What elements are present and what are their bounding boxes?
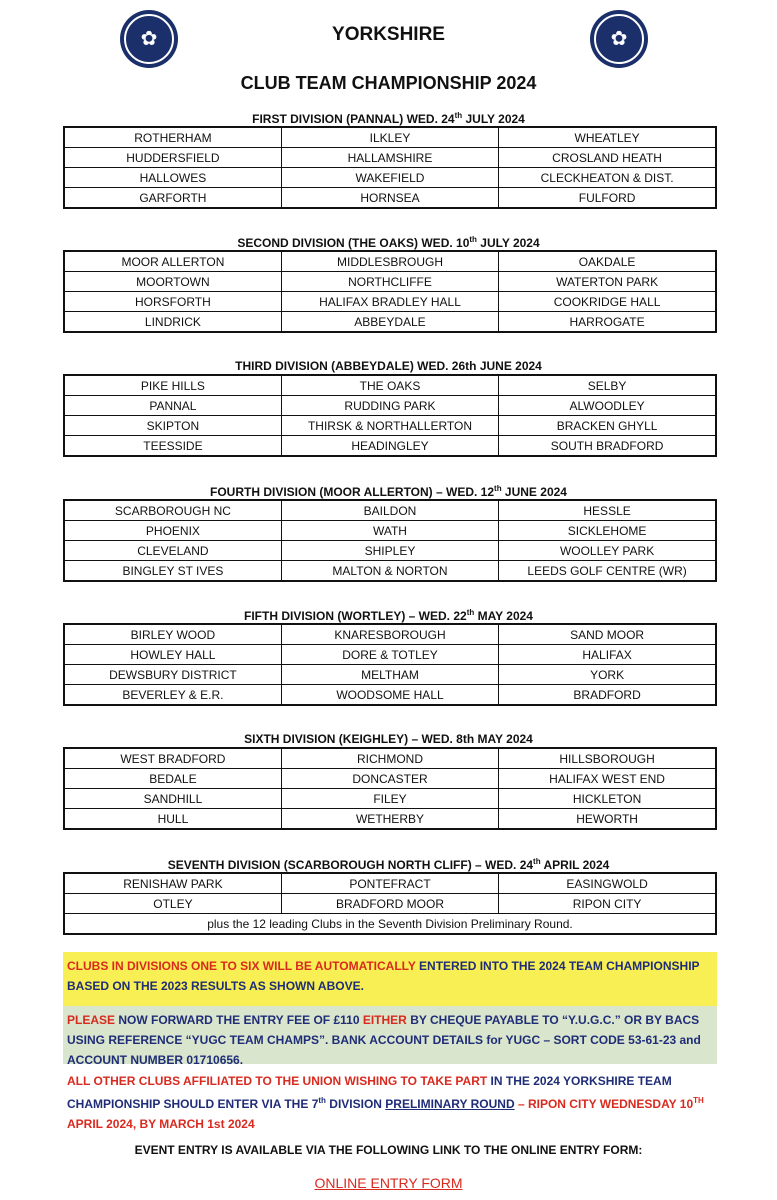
preliminary-round-link[interactable]: PRELIMINARY ROUND: [385, 1097, 515, 1111]
club-cell: DEWSBURY DISTRICT: [64, 665, 281, 685]
rose-icon: ✿: [124, 14, 174, 64]
club-cell: DONCASTER: [281, 769, 498, 789]
division-title-date: JUNE 2024: [501, 485, 567, 499]
other-division-text: DIVISION: [325, 1097, 386, 1111]
club-cell: WHEATLEY: [499, 127, 716, 148]
division-table: [63, 374, 717, 457]
club-cell: BEDALE: [64, 769, 281, 789]
club-cell: OAKDALE: [499, 251, 716, 272]
club-cell: HORNSEA: [281, 188, 498, 209]
rose-icon: ✿: [594, 14, 644, 64]
club-cell: RIPON CITY: [499, 894, 716, 914]
fee-please: PLEASE: [67, 1013, 116, 1027]
club-cell: HORSFORTH: [64, 292, 281, 312]
club-cell: ILKLEY: [281, 127, 498, 148]
table-row: [64, 645, 716, 665]
club-cell: BRADFORD: [499, 685, 716, 706]
club-cell: PIKE HILLS: [64, 375, 281, 396]
club-cell: SICKLEHOME: [499, 521, 716, 541]
club-cell: WAKEFIELD: [281, 168, 498, 188]
club-cell: SKIPTON: [64, 416, 281, 436]
division-title-sup: th: [494, 484, 502, 493]
division-title: [0, 235, 777, 250]
club-cell: HALIFAX WEST END: [499, 769, 716, 789]
table-row: [64, 436, 716, 457]
table-row: [64, 272, 716, 292]
auto-entry-red: CLUBS IN DIVISIONS ONE TO SIX WILL BE AUTOMATICALLY: [67, 959, 416, 973]
division-title-sup: th: [454, 111, 463, 120]
club-cell: MOOR ALLERTON: [64, 251, 281, 272]
club-cell: HILLSBOROUGH: [499, 748, 716, 769]
club-cell: PHOENIX: [64, 521, 281, 541]
other-sup-1: th: [318, 1096, 326, 1105]
club-cell: YORK: [499, 665, 716, 685]
club-cell: ALWOODLEY: [499, 396, 716, 416]
club-cell: WATERTON PARK: [499, 272, 716, 292]
club-cell: BINGLEY ST IVES: [64, 561, 281, 582]
club-cell: MOORTOWN: [64, 272, 281, 292]
club-cell: BAILDON: [281, 500, 498, 521]
page-title: YORKSHIRE: [332, 24, 445, 45]
division-title-sup: th: [466, 608, 475, 617]
club-cell: HESSLE: [499, 500, 716, 521]
club-cell: TEESSIDE: [64, 436, 281, 457]
club-cell: GARFORTH: [64, 188, 281, 209]
division-title-text: FIFTH DIVISION (WORTLEY) – WED. 22: [244, 609, 467, 623]
table-row: [64, 624, 716, 645]
club-cell: LEEDS GOLF CENTRE (WR): [499, 561, 716, 582]
club-cell: MELTHAM: [281, 665, 498, 685]
division-title-date: JULY 2024: [476, 236, 540, 250]
fee-either: EITHER: [362, 1013, 407, 1027]
club-cell: CROSLAND HEATH: [499, 148, 716, 168]
club-cell: LINDRICK: [64, 312, 281, 333]
division-title: [0, 359, 777, 373]
division-title-date: APRIL 2024: [540, 858, 610, 872]
club-cell: HALIFAX BRADLEY HALL: [281, 292, 498, 312]
club-cell: DORE & TOTLEY: [281, 645, 498, 665]
table-row: [64, 188, 716, 209]
table-row: [64, 769, 716, 789]
division-table: [63, 499, 717, 582]
division-title-date: MAY 2024: [474, 609, 533, 623]
ripon-city-date: – RIPON CITY WEDNESDAY 10: [514, 1097, 694, 1111]
division-title: [0, 111, 777, 126]
table-row: [64, 873, 716, 894]
club-cell: SANDHILL: [64, 789, 281, 809]
division-title-text: SEVENTH DIVISION (SCARBOROUGH NORTH CLIFF) – WED. 24: [167, 858, 534, 872]
club-cell: HULL: [64, 809, 281, 830]
table-row: [64, 561, 716, 582]
division-title-date: JULY 2024: [462, 112, 525, 126]
table-row: [64, 541, 716, 561]
division-table: [63, 126, 717, 209]
division-title-text: SIXTH DIVISION (KEIGHLEY) – WED. 8th MAY 2024: [244, 732, 533, 746]
club-cell: PANNAL: [64, 396, 281, 416]
table-row: [64, 748, 716, 769]
club-cell: WEST BRADFORD: [64, 748, 281, 769]
club-cell: THIRSK & NORTHALLERTON: [281, 416, 498, 436]
club-cell: BRACKEN GHYLL: [499, 416, 716, 436]
division-title-text: SECOND DIVISION (THE OAKS) WED. 10: [237, 236, 470, 250]
club-cell: THE OAKS: [281, 375, 498, 396]
club-cell: RICHMOND: [281, 748, 498, 769]
other-clubs-text: IN THE 2024 YORKSHIRE TEAM CHAMPIONSHIP SHOULD ENTER VIA THE 7: [67, 1074, 672, 1111]
club-cell: SELBY: [499, 375, 716, 396]
division-title-text: THIRD DIVISION (ABBEYDALE) WED. 26th JUNE 2024: [235, 359, 542, 373]
club-cell: KNARESBOROUGH: [281, 624, 498, 645]
table-row: [64, 168, 716, 188]
club-cell: CLEVELAND: [64, 541, 281, 561]
division-title: [0, 732, 777, 746]
event-entry-text: EVENT ENTRY IS AVAILABLE VIA THE FOLLOWING LINK TO THE ONLINE ENTRY FORM:: [134, 1143, 643, 1157]
club-cell: WOODSOME HALL: [281, 685, 498, 706]
other-clubs-notice: [63, 1067, 717, 1129]
club-cell: MIDDLESBROUGH: [281, 251, 498, 272]
club-cell: PONTEFRACT: [281, 873, 498, 894]
club-cell: MALTON & NORTON: [281, 561, 498, 582]
division-table: [63, 250, 717, 333]
club-cell: HEWORTH: [499, 809, 716, 830]
table-row: [64, 789, 716, 809]
division-title: [0, 608, 777, 623]
fee-text-1: NOW FORWARD THE ENTRY FEE OF £110: [115, 1013, 363, 1027]
club-cell: BEVERLEY & E.R.: [64, 685, 281, 706]
club-cell: SHIPLEY: [281, 541, 498, 561]
entry-fee-notice: [63, 1006, 717, 1067]
club-cell: SAND MOOR: [499, 624, 716, 645]
division-title: [0, 857, 777, 872]
club-cell: HARROGATE: [499, 312, 716, 333]
club-cell: NORTHCLIFFE: [281, 272, 498, 292]
club-cell: BIRLEY WOOD: [64, 624, 281, 645]
club-cell: BRADFORD MOOR: [281, 894, 498, 914]
table-row: [64, 312, 716, 333]
table-row: [64, 251, 716, 272]
club-cell: HICKLETON: [499, 789, 716, 809]
auto-entry-text: ENTERED INTO THE 2024 TEAM CHAMPIONSHIP BASED ON THE 2023 RESULTS AS SHOWN ABOVE.: [67, 959, 700, 993]
table-row: [64, 665, 716, 685]
division-title-sup: th: [469, 235, 477, 244]
table-row: [64, 809, 716, 830]
club-cell: RUDDING PARK: [281, 396, 498, 416]
division-title: [0, 484, 777, 499]
club-cell: HALLAMSHIRE: [281, 148, 498, 168]
club-cell: HALLOWES: [64, 168, 281, 188]
table-row: [64, 292, 716, 312]
club-cell: ABBEYDALE: [281, 312, 498, 333]
club-cell: CLECKHEATON & DIST.: [499, 168, 716, 188]
other-clubs-red: ALL OTHER CLUBS AFFILIATED TO THE UNION WISHING TO TAKE PART: [67, 1074, 488, 1088]
preliminary-note: plus the 12 leading Clubs in the Seventh Division Preliminary Round.: [64, 914, 716, 935]
club-cell: OTLEY: [64, 894, 281, 914]
table-row: [64, 914, 716, 935]
table-row: [64, 148, 716, 168]
club-cell: EASINGWOLD: [499, 873, 716, 894]
table-row: [64, 685, 716, 706]
club-cell: HEADINGLEY: [281, 436, 498, 457]
club-cell: FILEY: [281, 789, 498, 809]
table-row: [64, 375, 716, 396]
division-table: [63, 623, 717, 706]
division-title-text: FOURTH DIVISION (MOOR ALLERTON) – WED. 12: [210, 485, 495, 499]
club-cell: RENISHAW PARK: [64, 873, 281, 894]
club-cell: HALIFAX: [499, 645, 716, 665]
table-row: [64, 416, 716, 436]
online-entry-form-link[interactable]: ONLINE ENTRY FORM: [314, 1175, 463, 1191]
page-subtitle: CLUB TEAM CHAMPIONSHIP 2024: [240, 73, 537, 93]
club-cell: SOUTH BRADFORD: [499, 436, 716, 457]
table-row: [64, 521, 716, 541]
club-cell: WETHERBY: [281, 809, 498, 830]
club-cell: HUDDERSFIELD: [64, 148, 281, 168]
table-row: [64, 894, 716, 914]
deadline-text: APRIL 2024, BY MARCH 1st 2024: [67, 1117, 255, 1131]
club-cell: FULFORD: [499, 188, 716, 209]
table-row: [64, 396, 716, 416]
table-row: [64, 127, 716, 148]
fee-text-2: BY CHEQUE PAYABLE TO “Y.U.G.C.” OR BY BACS USING REFERENCE “YUGC TEAM CHAMPS”. BANK ACCOUNT DETAILS for YUGC – SORT CODE 53-61-23 and ACCOUNT NUMBER 01710656.: [67, 1013, 701, 1067]
club-cell: HOWLEY HALL: [64, 645, 281, 665]
club-cell: ROTHERHAM: [64, 127, 281, 148]
other-sup-2: TH: [693, 1096, 704, 1105]
club-cell: WOOLLEY PARK: [499, 541, 716, 561]
club-cell: COOKRIDGE HALL: [499, 292, 716, 312]
club-cell: SCARBOROUGH NC: [64, 500, 281, 521]
division-title-text: FIRST DIVISION (PANNAL) WED. 24: [252, 112, 455, 126]
club-cell: WATH: [281, 521, 498, 541]
division-title-sup: th: [533, 857, 541, 866]
division-table: [63, 747, 717, 830]
table-row: [64, 500, 716, 521]
auto-entry-notice: [63, 952, 717, 1008]
division-table: [63, 872, 717, 935]
